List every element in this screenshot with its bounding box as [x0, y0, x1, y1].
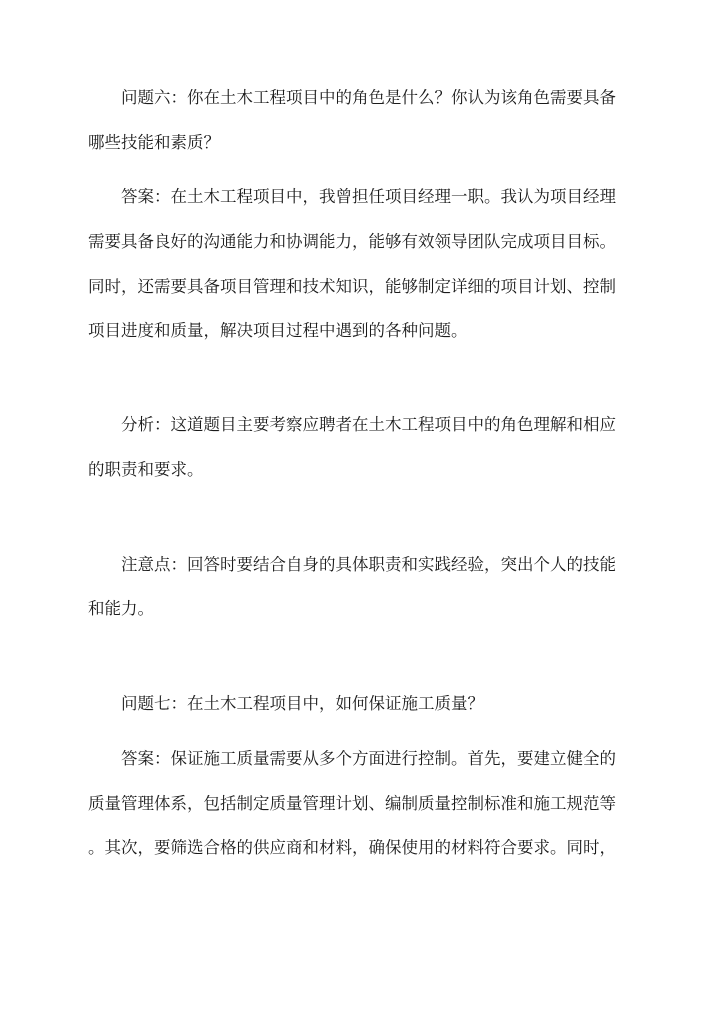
answer-seven-line-3: 。其次，要筛选合格的供应商和材料，确保使用的材料符合要求。同时，	[88, 838, 616, 857]
question-seven-line-1: 问题七：在土木工程项目中，如何保证施工质量？	[121, 694, 484, 713]
question-six-line-1: 问题六：你在土木工程项目中的角色是什么？你认为该角色需要具备	[121, 88, 616, 107]
note-six-line-1: 注意点：回答时要结合自身的具体职责和实践经验，突出个人的技能	[121, 555, 616, 574]
question-six-line-2: 哪些技能和素质？	[88, 133, 220, 152]
answer-seven-line-2: 质量管理体系，包括制定质量管理计划、编制质量控制标准和施工规范等	[88, 794, 616, 813]
analysis-six-line-1: 分析：这道题目主要考察应聘者在土木工程项目中的角色理解和相应	[121, 415, 616, 434]
answer-six-line-1: 答案：在土木工程项目中，我曾担任项目经理一职。我认为项目经理	[121, 187, 616, 206]
analysis-six-line-2: 的职责和要求。	[88, 460, 204, 479]
answer-seven-line-1: 答案：保证施工质量需要从多个方面进行控制。首先，要建立健全的	[121, 749, 616, 768]
note-six-line-2: 和能力。	[88, 599, 154, 618]
answer-six-line-2: 需要具备良好的沟通能力和协调能力，能够有效领导团队完成项目目标。	[88, 232, 616, 251]
answer-six-line-3: 同时，还需要具备项目管理和技术知识，能够制定详细的项目计划、控制	[88, 277, 616, 296]
answer-six-line-4: 项目进度和质量，解决项目过程中遇到的各种问题。	[88, 321, 468, 340]
